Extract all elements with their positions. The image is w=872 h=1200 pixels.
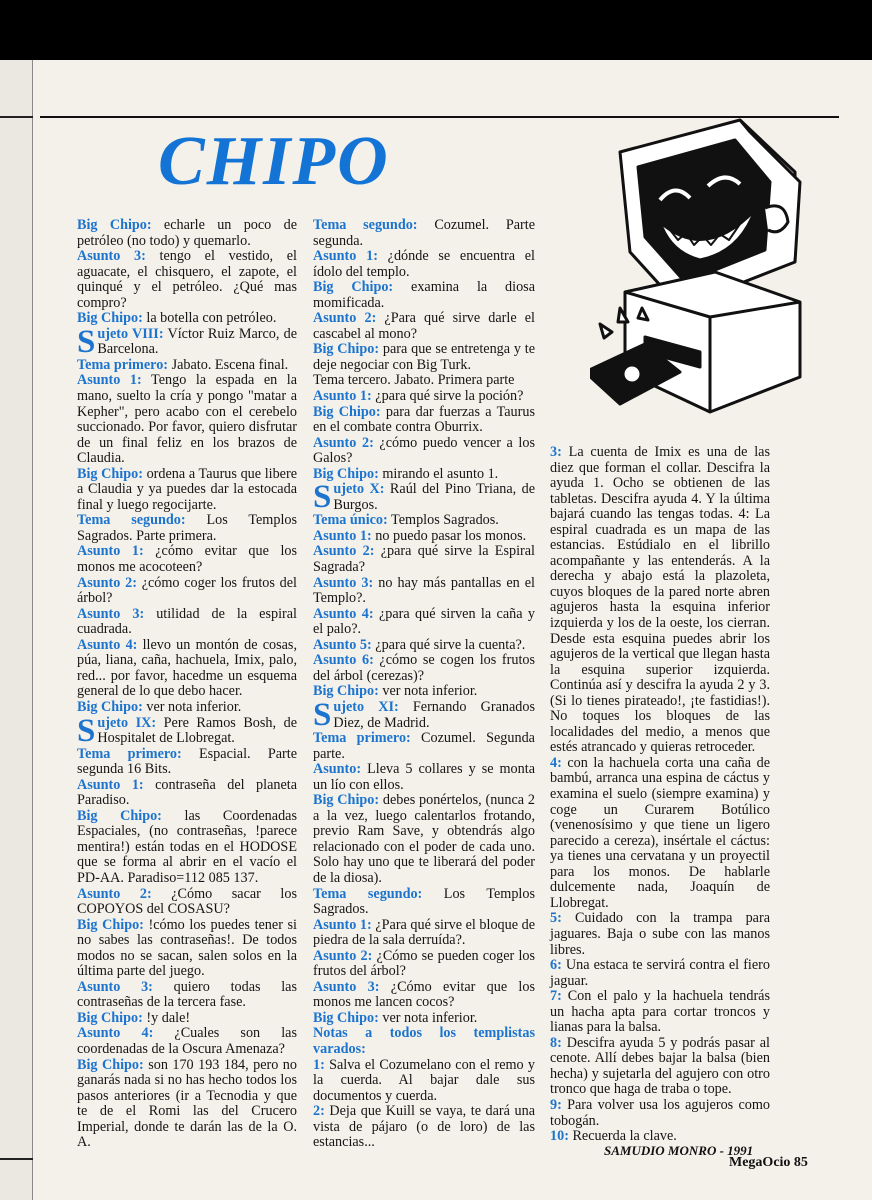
article-column-3: [550, 445, 770, 1145]
entry-label: Asunto 6:: [313, 652, 374, 669]
article-column-1: [77, 218, 297, 1151]
drop-cap: S: [77, 323, 96, 360]
entry-text: ¿Cómo evitar que los monos me lancen cocos?: [313, 978, 535, 1011]
drop-cap: S: [313, 696, 332, 733]
entry-label: Big Chipo:: [77, 1009, 143, 1026]
reader-name: Pere Ramos Bosh, de Hospitalet de Llobregat.: [97, 714, 297, 747]
entry-label: Asunto 3:: [77, 605, 145, 622]
qa-entry: [313, 762, 535, 793]
reader-name: Fernando Granados Diez, de Madrid.: [333, 698, 535, 731]
entry-label: Tema primero:: [313, 730, 411, 747]
entry-label: Big Chipo:: [77, 807, 162, 824]
entry-label: Asunto 3:: [313, 574, 374, 591]
qa-entry: [550, 911, 770, 958]
grinning-computer-illustration: [590, 112, 805, 432]
entry-label: Asunto 5:: [313, 636, 372, 653]
entry-label: Asunto 1:: [77, 776, 144, 793]
qa-entry: [313, 887, 535, 918]
qa-entry: [550, 756, 770, 911]
entry-text: contraseña del planeta Paradiso.: [77, 776, 298, 809]
qa-entry: [77, 358, 297, 374]
reader-name: Raúl del Pino Triana, de Burgos.: [333, 481, 535, 513]
page-title: CHIPO: [158, 123, 390, 200]
reader-name: Víctor Ruiz Marco, de Barcelona.: [97, 325, 297, 358]
qa-entry: [313, 529, 535, 545]
entry-text: no puedo pasar los monos.: [371, 527, 527, 544]
entry-text: ¿Para qué sirve darle el cascabel al mono?: [313, 310, 535, 342]
entry-label: Asunto 2:: [313, 434, 374, 451]
entry-label: Tema segundo:: [313, 885, 423, 902]
entry-label: Asunto 2:: [313, 310, 377, 327]
qa-entry: [313, 342, 535, 373]
qa-entry: [77, 373, 297, 466]
qa-entry: [313, 918, 535, 949]
qa-entry: [313, 1104, 535, 1151]
qa-entry: [313, 607, 535, 638]
article-column-2: [313, 218, 535, 1151]
qa-entry: [77, 918, 297, 980]
entry-text: para dar fuerzas a Taurus en el combate contra Oburrix.: [313, 403, 535, 436]
entry-label: 10:: [550, 1128, 569, 1145]
entry-label: Big Chipo:: [313, 341, 380, 358]
entry-label: Big Chipo:: [77, 310, 143, 327]
qa-entry: [313, 949, 535, 980]
qa-entry: [313, 793, 535, 886]
qa-entry: [550, 1036, 770, 1098]
qa-entry: [77, 544, 297, 575]
binding-margin: [0, 60, 33, 1200]
entry-text: Templos Sagrados.: [387, 512, 499, 529]
entry-text: ¿cómo evitar que los monos me acocoteen?: [77, 543, 297, 576]
entry-label: Asunto 1:: [313, 388, 372, 405]
entry-label: Big Chipo:: [77, 217, 152, 233]
reader-heading: [313, 696, 535, 733]
binding-rule: [0, 116, 33, 118]
qa-entry: [550, 958, 770, 989]
entry-label: Asunto 4:: [77, 636, 138, 653]
qa-entry: [313, 513, 535, 529]
qa-entry: [77, 218, 297, 249]
entry-text: La cuenta de Imix es una de las diez que forman el collar. Descifra la ayuda 1. Ocho se obtienen de las tabletas. Descifra ayuda 4. Y la última bajará cuando las tengas todas. 4: La espiral cuadrada es un mapa de las estancias. Estúdialo en el librillo acompañante y las entenderás. A la derecha y abajo está la plazoleta, cuyos bloques de la pared norte abren agujeros hasta la esquina inferior izquierda y los de la oeste, los cierran. Desde esta esquina puedes abrir los agujeros de la vertical que llegan hasta la esquina superior izquierda. Continúa así y descifra la ayuda 2 y 3. (Si lo tienes pirateado!, ¡te fastidias!). No toques los bloques de las localidades del medio, a menos que estés atrancado y quieras retroceder.: [550, 444, 770, 756]
reader-label: ujeto VIII:: [97, 325, 164, 342]
page-footer: MegaOcio 85: [729, 1155, 808, 1170]
qa-entry: [77, 1058, 297, 1151]
entry-label: Asunto 2:: [313, 543, 375, 560]
entry-label: Big Chipo:: [77, 1056, 144, 1073]
qa-entry: [313, 980, 535, 1011]
qa-entry: [77, 778, 297, 809]
entry-text: Con el palo y la hachuela tendrás un hacha apta para cortar troncos y lianas para la balsa.: [550, 988, 770, 1036]
entry-text: ver nota inferior.: [378, 1009, 478, 1026]
entry-text: ¿dónde se encuentra el ídolo del templo.: [313, 248, 535, 280]
qa-entry: [313, 544, 535, 575]
entry-label: Big Chipo:: [313, 403, 381, 420]
entry-label: Tema primero:: [77, 356, 169, 373]
entry-label: 1:: [313, 1056, 325, 1073]
qa-entry: [550, 989, 770, 1036]
entry-label: 8:: [550, 1034, 562, 1051]
entry-label: Asunto 1:: [77, 543, 144, 560]
entry-text: Cozumel. Segunda parte.: [313, 730, 535, 762]
entry-label: Tema único:: [313, 512, 388, 529]
entry-label: Asunto 1:: [77, 372, 142, 389]
entry-text: Recuerda la clave.: [568, 1128, 677, 1145]
author-signature: SAMUDIO MONRO - 1991: [604, 1143, 754, 1158]
entry-label: Tema segundo:: [77, 512, 186, 529]
entry-text: no hay más pantallas en el Templo?.: [313, 574, 535, 607]
entry-label: Asunto 2:: [77, 574, 137, 591]
qa-entry: [77, 980, 297, 1011]
qa-entry: [313, 1026, 535, 1057]
qa-entry: [313, 218, 535, 249]
entry-label: 9:: [550, 1096, 562, 1113]
entry-label: Asunto 3:: [77, 978, 153, 995]
qa-entry: [77, 700, 297, 716]
entry-label: Big Chipo:: [313, 279, 394, 296]
entry-text: Una estaca te servirá contra el fiero jaguar.: [550, 957, 770, 989]
reader-heading: [77, 323, 297, 360]
entry-text: Deja que Kuill se vaya, te dará una vista de pájaro (o de loro) de las estancias...: [313, 1103, 535, 1151]
entry-text: ¿Para qué sirve el bloque de piedra de la sala derruída?.: [313, 916, 535, 949]
qa-entry: [313, 684, 535, 700]
entry-text: !cómo los puedes tener si no sabes las contraseñas!. De todos modos no se sacan, salen solos en la última parte del juego.: [77, 916, 297, 980]
binding-rule: [0, 1158, 33, 1160]
qa-entry: [550, 445, 770, 756]
entry-text: ¿cómo se cogen los frutos del árbol (cerezas)?: [313, 652, 535, 684]
reader-heading: [313, 479, 535, 516]
qa-entry: [313, 389, 535, 405]
drop-cap: S: [313, 479, 332, 516]
entry-label: Big Chipo:: [313, 792, 380, 809]
entry-text: ¿para qué sirven la caña y el palo?.: [313, 605, 535, 638]
entry-text: con la hachuela corta una caña de bambú, arranca una espina de cáctus y examina el suelo (siempre examina) y coge un Curarem Botúlico (venenosísimo y que tiene un ligero parecido a cereza), insértale el cáctus: ya tienes una cervatana y un proyectil para los monos. De hablarle dulcemente nada, Joaquín de Llobregat.: [550, 754, 770, 911]
reader-heading: [77, 712, 297, 749]
entry-text: para que se entretenga y te deje negociar con Big Turk.: [313, 341, 535, 373]
entry-text: debes ponértelos, (nunca 2 a la vez, luego calentarlos frotando, previo Ram Save, y obtendrás algo relacionado con el poder de cada uno. Solo hay uno que te liberará del poder de la diosa).: [313, 792, 535, 886]
qa-entry: [313, 280, 535, 311]
entry-text: ¿Cómo se pueden coger los frutos del árbol?: [313, 947, 536, 980]
qa-entry: [313, 1011, 535, 1027]
reader-label: ujeto X:: [333, 481, 385, 498]
drop-cap: S: [77, 712, 96, 749]
entry-text: ¿para qué sirve la poción?: [371, 388, 524, 405]
entry-text: Para volver usa los agujeros como tobogán.: [550, 1096, 770, 1129]
entry-label: Notas a todos los templistas varados:: [313, 1025, 535, 1057]
entry-text: Espacial. Parte segunda 16 Bits.: [77, 745, 297, 778]
entry-text: Descifra ayuda 5 y podrás pasar al cenote. Allí debes bajar la balsa (bien hecha) y sujetarla del agujero con otro tronco que haga de traba o tope.: [550, 1034, 770, 1098]
entry-text: llevo un montón de cosas, púa, liana, caña, hachuela, Imix, palo, red... por favor, hacedme un esquema general de lo que debo hacer.: [77, 636, 297, 700]
entry-label: Asunto 4:: [77, 1025, 154, 1042]
entry-label: 7:: [550, 988, 562, 1005]
entry-label: Big Chipo:: [77, 698, 143, 715]
qa-entry: [313, 638, 535, 654]
entry-label: Asunto 3:: [77, 248, 146, 265]
entry-label: Tema primero:: [77, 745, 182, 762]
entry-label: 5:: [550, 910, 562, 927]
qa-entry: [77, 607, 297, 638]
entry-text: Tengo la espada en la mano, suelto la cría y pongo "matar a Kepher", pero acabo con el cerebelo succionado. Por favor, quiero disfrutar de un final feliz en los brazos de Claudia.: [77, 372, 298, 467]
entry-text: ver nota inferior.: [378, 683, 478, 700]
entry-text: quiero todas las contraseñas de la tercera fase.: [77, 978, 298, 1011]
qa-entry: [77, 747, 297, 778]
entry-label: 6:: [550, 957, 562, 974]
entry-text: ¿para qué sirve la Espiral Sagrada?: [313, 543, 535, 576]
entry-text: mirando el asunto 1.: [378, 465, 499, 482]
entry-text: examina la diosa momificada.: [313, 279, 535, 311]
qa-entry: [77, 467, 297, 514]
entry-label: Asunto:: [313, 761, 362, 778]
entry-label: Big Chipo:: [77, 465, 143, 482]
qa-entry: [313, 576, 535, 607]
entry-text: tengo el vestido, el aguacate, el chisquero, el zapote, el quinqué y el petróleo. ¿Qué mas compro?: [77, 248, 297, 311]
qa-entry: [77, 311, 297, 327]
qa-entry: [77, 576, 297, 607]
entry-text: ¿cómo coger los frutos del árbol?: [77, 574, 297, 607]
entry-text: ¿para qué sirve la cuenta?.: [371, 636, 526, 653]
entry-text: ver nota inferior.: [142, 698, 242, 715]
qa-entry: [313, 249, 535, 280]
entry-label: Tema segundo:: [313, 217, 418, 233]
entry-text: ordena a Taurus que libere a Claudia y ya puedes dar la estocada final y luego regocijarte.: [77, 465, 297, 513]
entry-label: Big Chipo:: [77, 916, 144, 933]
entry-label: 2:: [313, 1103, 325, 1120]
entry-text: utilidad de la espiral cuadrada.: [77, 605, 297, 638]
entry-text: Los Templos Sagrados. Parte primera.: [77, 512, 297, 544]
entry-label: Asunto 4:: [313, 605, 374, 622]
entry-text: Lleva 5 collares y se monta un lío con ellos.: [313, 761, 535, 793]
qa-entry: [313, 311, 535, 342]
qa-entry: [77, 809, 297, 887]
entry-label: Asunto 1:: [313, 248, 378, 265]
entry-text: echarle un poco de petróleo (no todo) y quemarlo.: [77, 217, 297, 249]
entry-label: Asunto 2:: [77, 885, 152, 902]
entry-label: 3:: [550, 444, 562, 460]
entry-label: Big Chipo:: [313, 683, 379, 700]
entry-text: ¿Cuales son las coordenadas de la Oscura Amenaza?: [77, 1025, 297, 1057]
entry-text: ¿Cómo sacar los COPOYOS del COSASU?: [77, 885, 297, 918]
entry-text: !y dale!: [142, 1009, 191, 1026]
entry-text: Salva el Cozumelano con el remo y la cuerda. Al bajar dale sus documentos y cuerda.: [313, 1056, 535, 1104]
qa-entry: [313, 467, 535, 483]
entry-text: las Coordenadas Espaciales, (no contraseñas, !parece mentira!) están todas en el HODOSE que se forma al abrir en el vacío el PD-AA. Paradiso=112 085 137.: [77, 807, 297, 886]
qa-entry: [77, 249, 297, 311]
qa-entry: [77, 1026, 297, 1057]
entry-label: 4:: [550, 754, 562, 771]
qa-entry: [77, 513, 297, 544]
qa-entry: [313, 653, 535, 684]
entry-text: Cozumel. Parte segunda.: [313, 217, 535, 249]
entry-label: Big Chipo:: [313, 465, 379, 482]
qa-entry: [313, 731, 535, 762]
entry-label: Asunto 2:: [313, 947, 373, 964]
entry-text: Tema tercero. Jabato. Primera parte: [313, 372, 515, 389]
qa-entry: [313, 373, 535, 389]
entry-label: Asunto 1:: [313, 916, 372, 933]
qa-entry: [77, 1011, 297, 1027]
entry-text: ¿cómo puedo vencer a los Galos?: [313, 434, 535, 467]
qa-entry: [77, 638, 297, 700]
entry-text: son 170 193 184, pero no ganarás nada si no has hecho todos los pasos anteriores (ir a Tecnodia y que te de el Romi las del Crucero Imperial, donde te darán las de la O. A.: [77, 1056, 297, 1151]
qa-entry: [77, 887, 297, 918]
qa-entry: [313, 1058, 535, 1105]
entry-text: Cuidado con la trampa para jaguares. Baja o sube con las manos libres.: [550, 910, 770, 958]
entry-label: Asunto 3:: [313, 978, 380, 995]
qa-entry: [550, 1098, 770, 1129]
qa-entry: [313, 436, 535, 467]
entry-text: Los Templos Sagrados.: [313, 885, 535, 918]
qa-entry: [313, 405, 535, 436]
entry-text: la botella con petróleo.: [142, 310, 277, 327]
reader-label: ujeto XI:: [333, 698, 399, 715]
reader-label: ujeto IX:: [97, 714, 157, 731]
entry-label: Big Chipo:: [313, 1009, 379, 1026]
entry-label: Asunto 1:: [313, 527, 372, 544]
entry-text: Jabato. Escena final.: [168, 356, 289, 373]
